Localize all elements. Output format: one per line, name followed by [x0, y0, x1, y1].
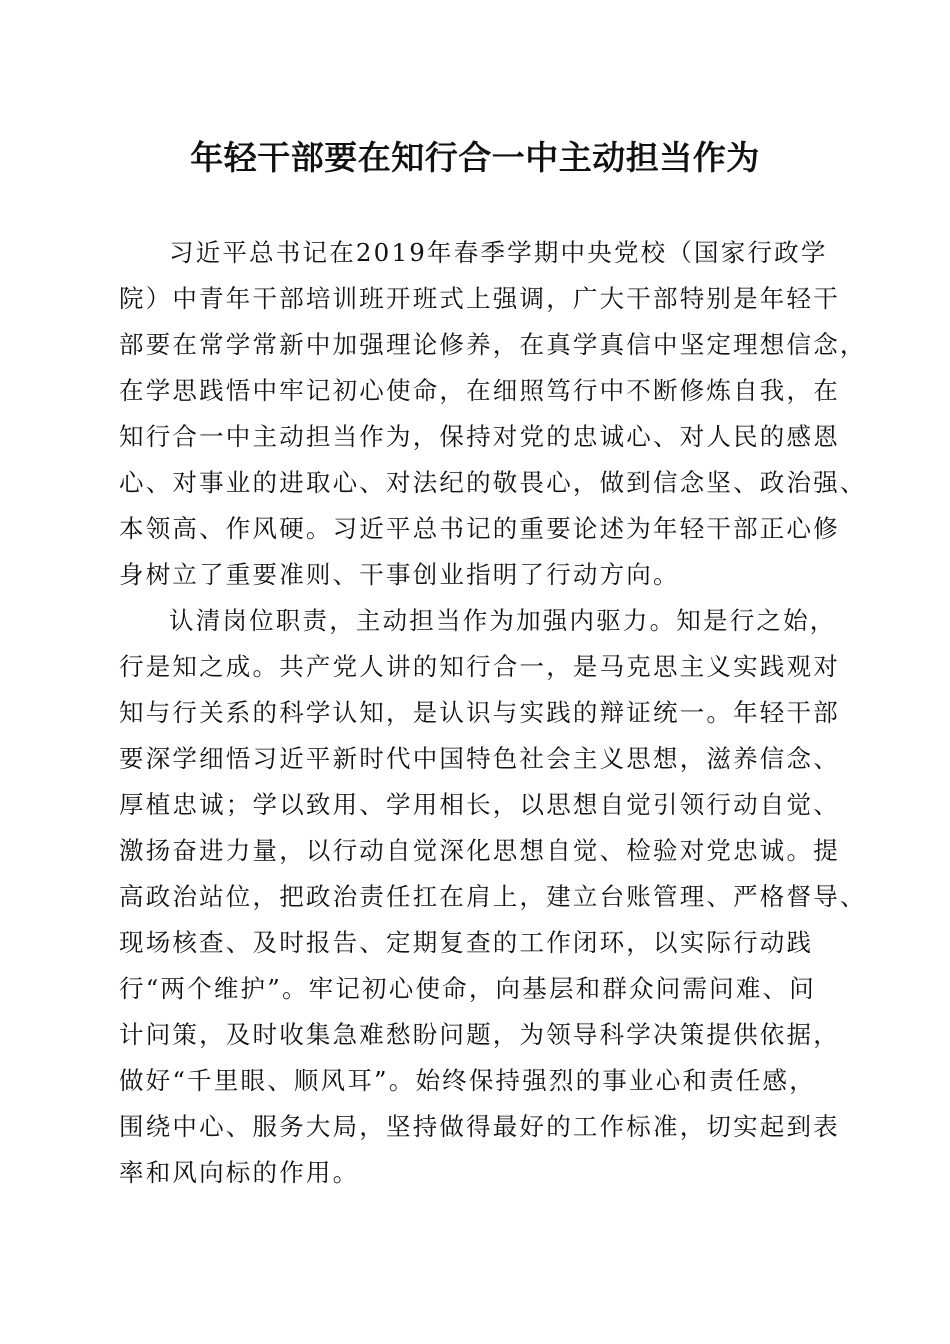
paragraph-line: 本领高、作风硬。习近平总书记的重要论述为年轻干部正心修 [119, 514, 840, 543]
paragraph-line: 身树立了重要准则、干事创业指明了行动方向。 [119, 560, 680, 589]
paragraph-line: 高政治站位，把政治责任扛在肩上，建立台账管理、严格督导、 [119, 882, 867, 911]
paragraph-line: 计问策，及时收集急难愁盼问题，为领导科学决策提供依据， [119, 1020, 840, 1049]
paragraph-line: 围绕中心、服务大局，坚持做得最好的工作标准，切实起到表 [119, 1112, 840, 1141]
paragraph-line: 心、对事业的进取心、对法纪的敬畏心，做到信念坚、政治强、 [119, 468, 867, 497]
paragraph-line: 率和风向标的作用。 [119, 1158, 360, 1187]
paragraph-line: 要深学细悟习近平新时代中国特色社会主义思想，滋养信念、 [119, 744, 840, 773]
paragraph-line: 行“两个维护”。牢记初心使命，向基层和群众问需问难、问 [119, 974, 816, 1003]
document-title: 年轻干部要在知行合一中主动担当作为 [190, 138, 760, 177]
paragraph-line: 在学思践悟中牢记初心使命，在细照笃行中不断修炼自我，在 [119, 376, 840, 405]
paragraph-line: 认清岗位职责，主动担当作为加强内驱力。知是行之始， [169, 606, 837, 635]
paragraph-2 [119, 598, 867, 1196]
paragraph-line: 院）中青年干部培训班开班式上强调，广大干部特别是年轻干 [119, 284, 840, 313]
paragraph-1 [119, 230, 867, 598]
document-body [119, 230, 867, 1196]
paragraph-line: 部要在常学常新中加强理论修养，在真学真信中坚定理想信念， [119, 330, 867, 359]
paragraph-line: 激扬奋进力量，以行动自觉深化思想自觉、检验对党忠诚。提 [119, 836, 840, 865]
paragraph-line: 知行合一中主动担当作为，保持对党的忠诚心、对人民的感恩 [119, 422, 840, 451]
paragraph-line: 现场核查、及时报告、定期复查的工作闭环，以实际行动践 [119, 928, 814, 957]
paragraph-line: 做好“千里眼、顺风耳”。始终保持强烈的事业心和责任感， [119, 1066, 816, 1095]
paragraph-line: 行是知之成。共产党人讲的知行合一，是马克思主义实践观对 [119, 652, 840, 681]
paragraph-line: 知与行关系的科学认知，是认识与实践的辩证统一。年轻干部 [119, 698, 840, 727]
paragraph-line: 厚植忠诚；学以致用、学用相长，以思想自觉引领行动自觉、 [119, 790, 840, 819]
paragraph-line: 习近平总书记在2019年春季学期中央党校（国家行政学 [169, 238, 828, 267]
